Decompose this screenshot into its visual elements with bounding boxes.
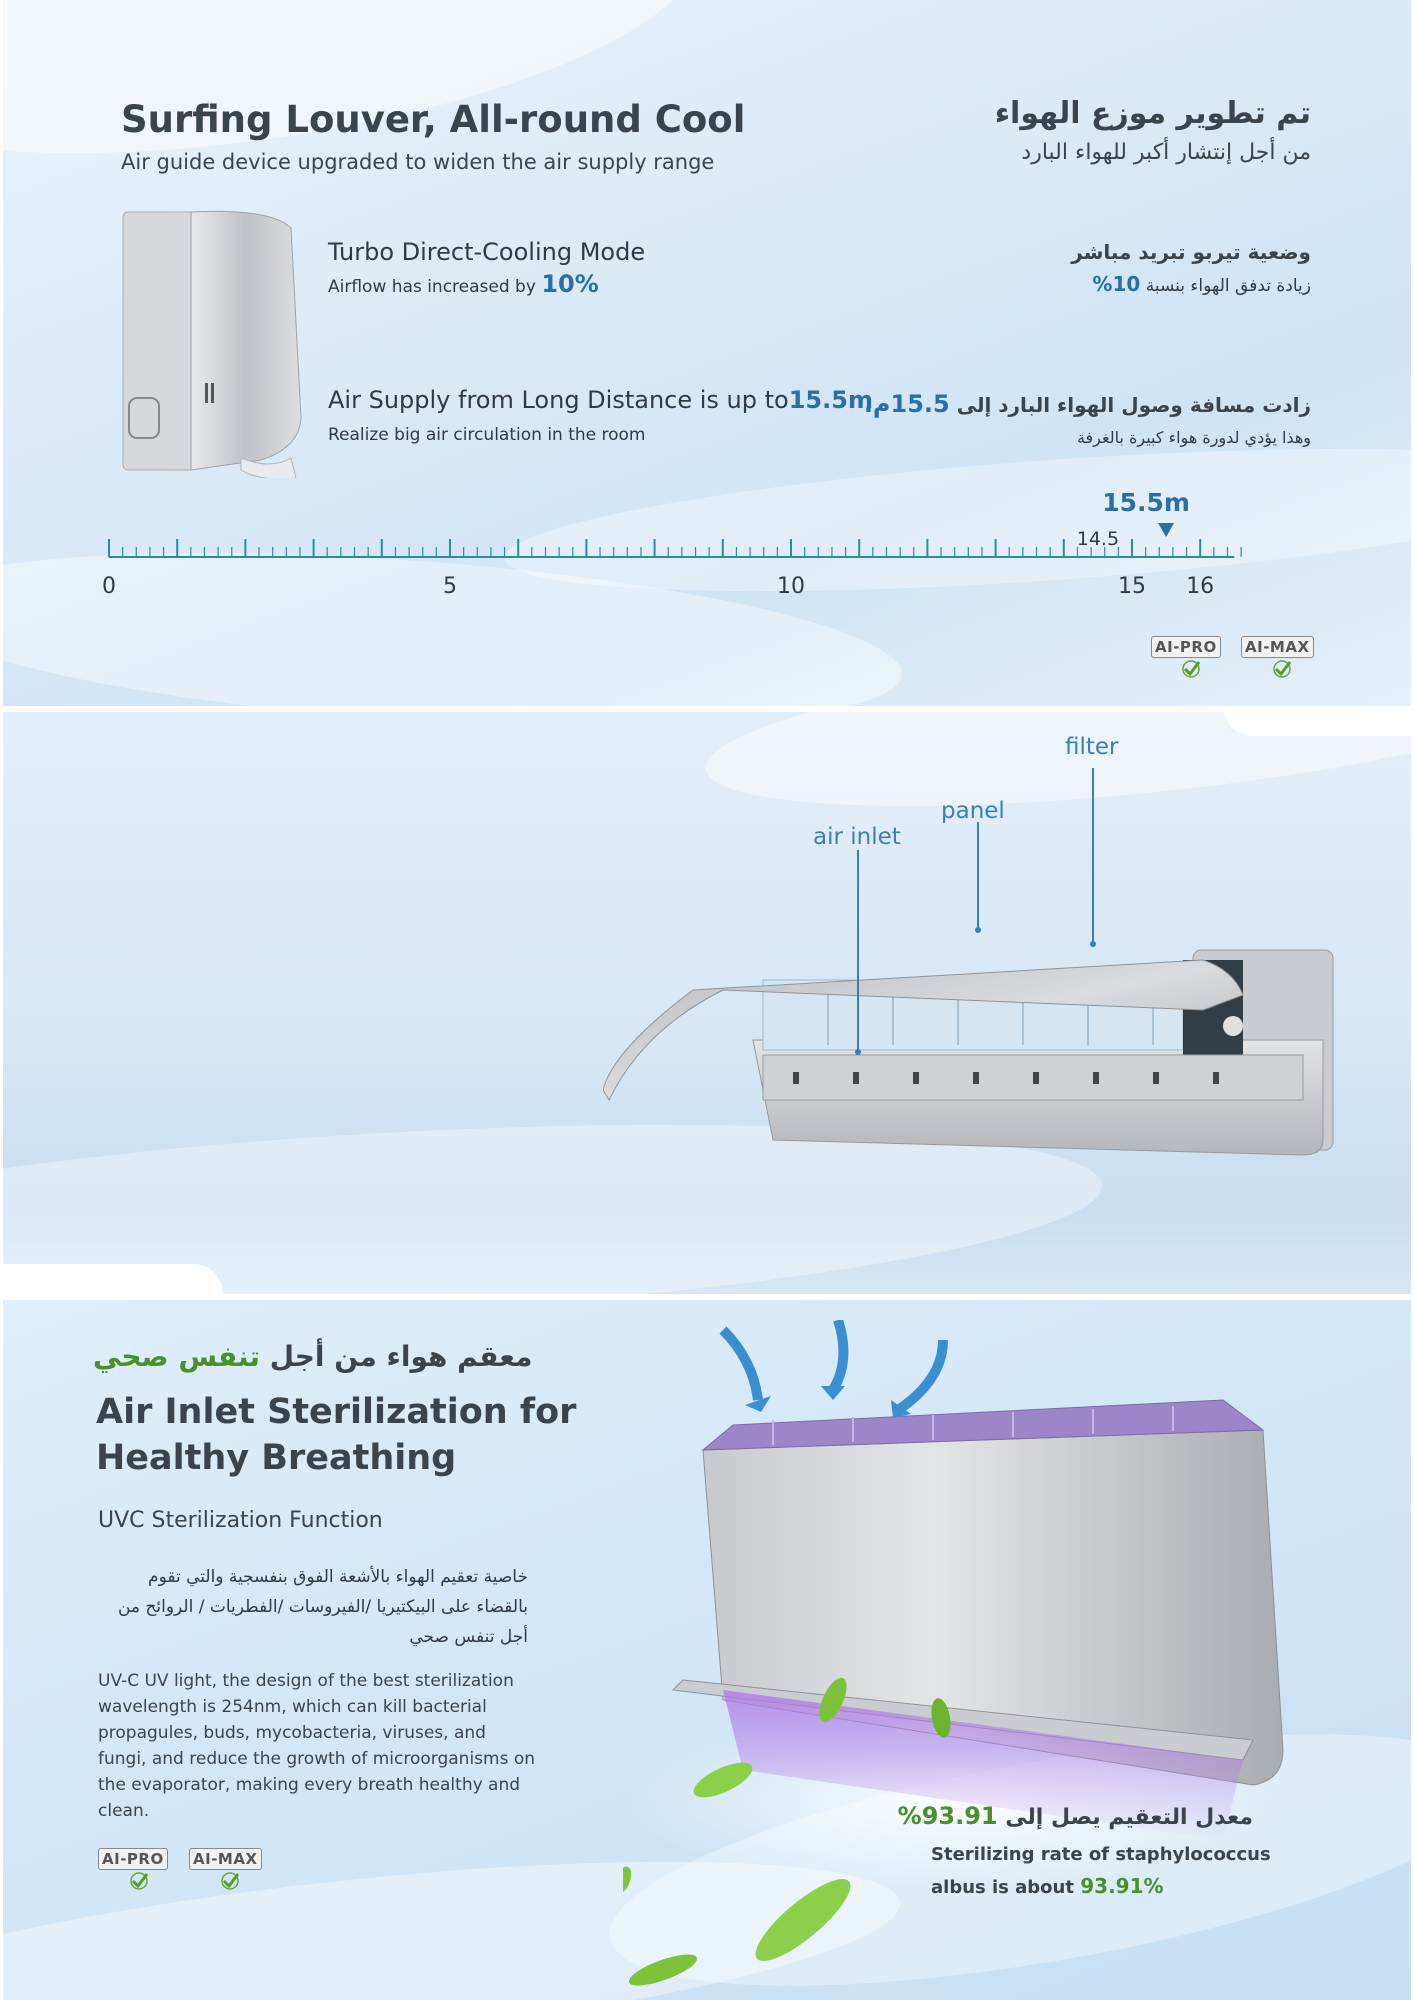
feature-turbo-desc <box>328 270 599 298</box>
section-title: Surfing Louver, All-round Cool <box>121 98 746 141</box>
louver-section <box>3 0 1411 706</box>
feature-distance-title-ar <box>864 390 1311 418</box>
ruler-label: 16 <box>1186 574 1215 599</box>
ruler-label: 15 <box>1118 574 1146 599</box>
rate-en-line1: Sterilizing rate of staphylococcus <box>931 1844 1271 1865</box>
badge-ai-max: AI-MAX <box>189 1848 262 1870</box>
feature-distance-desc: Realize big air circulation in the room <box>328 425 646 445</box>
distance-ruler <box>99 485 1259 615</box>
check-icon <box>219 1870 241 1892</box>
title-line2: Healthy Breathing <box>96 1438 457 1478</box>
callout-lines <box>3 712 1411 1294</box>
badge-ai-max: AI-MAX <box>1241 636 1314 658</box>
ruler-new-marker: 15.5m <box>1102 488 1190 517</box>
desc-en: UV-C UV light, the design of the best sterilization wavelength is 254nm, which can kill bacterial propagules, buds, mycobacteria, viruses, and fungi, and reduce the growth of microorganisms on the evaporator, making every breath healthy and clean. <box>98 1671 536 1821</box>
desc-ar: خاصية تعقيم الهواء بالأشعة الفوق بنفسجية والتي تقوم بالقضاء على البيكتيريا /الفيروسات /الفطريات / الروائح من أجل تنفس صحي <box>117 1567 528 1647</box>
feature-distance-value: 15.5m <box>788 386 873 414</box>
ac-side-view-image <box>121 208 311 478</box>
feature-distance-desc-ar: وهذا يؤدي لدورة هواء كبيرة بالغرفة <box>1076 428 1311 447</box>
sterilization-section <box>3 1300 1411 2000</box>
ruler-label: 0 <box>102 574 116 599</box>
callout-filter: filter <box>1065 734 1119 760</box>
check-icon <box>128 1870 150 1892</box>
rate-value-ar: 93.91% <box>897 1802 998 1830</box>
check-icon <box>1271 658 1293 680</box>
feature-turbo-desc-text: Airflow has increased by <box>328 277 536 297</box>
section-subtitle: Air guide device upgraded to widen the air supply range <box>121 150 715 174</box>
ruler-marker-arrow <box>1158 523 1174 537</box>
check-icon <box>1180 658 1202 680</box>
components-section <box>3 712 1411 1294</box>
badge-ai-pro: AI-PRO <box>98 1848 168 1870</box>
function-title: UVC Sterilization Function <box>98 1508 383 1533</box>
ruler-label: 5 <box>443 574 457 599</box>
feature-distance-title-text: Air Supply from Long Distance is up to <box>328 386 789 414</box>
feature-distance-value-ar: 15.5م. <box>863 390 950 418</box>
title-ar-part2: تنفس صحي <box>93 1340 260 1373</box>
section-title-ar: تم تطوير موزع الهواء <box>994 96 1311 131</box>
ruler-old-marker: 14.5 <box>1076 528 1120 550</box>
title-line1: Air Inlet Sterilization for <box>96 1392 577 1432</box>
feature-distance-title <box>328 386 873 414</box>
feature-turbo-value: 10% <box>541 270 599 298</box>
leaves-decoration <box>603 1860 883 2000</box>
rate-en-line2 <box>931 1874 1164 1898</box>
title-ar-part1: معقم هواء من أجل <box>269 1340 533 1373</box>
rate-value: 93.91% <box>1080 1874 1164 1898</box>
feature-turbo-title-ar: وضعية تيربو تبريد مباشر <box>1071 240 1311 264</box>
section-subtitle-ar: من أجل إنتشار أكبر للهواء البارد <box>1021 140 1311 165</box>
rate-ar <box>898 1802 1253 1830</box>
badge-ai-pro: AI-PRO <box>1151 636 1221 658</box>
feature-turbo-desc-ar-text: زيادة تدفق الهواء بنسبة <box>1145 276 1311 296</box>
ruler-label: 10 <box>777 574 805 599</box>
rate-ar-text: معدل التعقيم يصل إلى <box>1005 1805 1253 1830</box>
callout-air-inlet: air inlet <box>813 824 901 850</box>
feature-turbo-value-ar: 10% <box>1092 272 1141 296</box>
callout-panel: panel <box>941 798 1005 824</box>
rate-en-line2-text: albus is about <box>931 1877 1074 1898</box>
feature-turbo-title: Turbo Direct-Cooling Mode <box>328 238 646 266</box>
feature-turbo-desc-ar <box>1092 272 1311 296</box>
feature-distance-title-ar-text: زادت مسافة وصول الهواء البارد إلى <box>956 393 1311 417</box>
title-ar <box>93 1340 533 1373</box>
